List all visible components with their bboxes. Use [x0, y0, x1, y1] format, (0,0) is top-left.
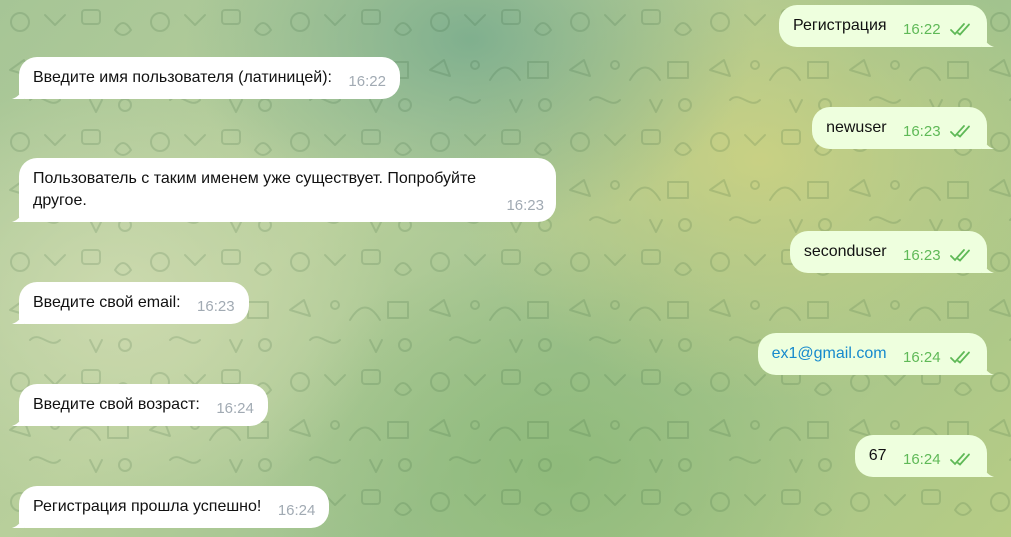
message-text: newuser	[826, 119, 887, 136]
message-incoming[interactable]	[19, 486, 329, 528]
message-text: Регистрация	[793, 17, 887, 34]
message-time: 16:24	[216, 400, 254, 417]
email-link[interactable]: ex1@gmail.com	[771, 345, 887, 362]
double-check-icon	[949, 22, 973, 36]
message-time: 16:23	[903, 123, 941, 140]
message-time: 16:23	[197, 298, 235, 315]
double-check-icon	[949, 248, 973, 262]
bubble-tail	[12, 412, 24, 426]
message-outgoing[interactable]	[779, 5, 987, 47]
message-text-line: Пользователь с таким именем уже существует. Попробуйте	[33, 170, 477, 187]
message-incoming[interactable]	[19, 282, 249, 324]
double-check-icon	[949, 452, 973, 466]
double-check-icon	[949, 124, 973, 138]
bubble-tail	[12, 514, 24, 528]
message-text: Регистрация прошла успешно!	[33, 498, 262, 515]
bubble-tail	[12, 310, 24, 324]
message-text-line: другое.	[33, 192, 87, 209]
double-check-icon	[949, 350, 973, 364]
message-text: seconduser	[803, 243, 887, 260]
message-time: 16:22	[903, 21, 941, 38]
scrollbar[interactable]	[1005, 0, 1011, 537]
bubble-tail	[982, 33, 994, 47]
message-outgoing[interactable]	[855, 435, 987, 477]
message-outgoing[interactable]	[812, 107, 987, 149]
bubble-tail	[12, 85, 24, 99]
bubble-tail	[982, 259, 994, 273]
message-time: 16:23	[506, 197, 544, 214]
message-outgoing[interactable]	[758, 333, 987, 375]
message-incoming[interactable]	[19, 158, 556, 222]
message-text: 67	[868, 447, 887, 464]
message-time: 16:24	[903, 451, 941, 468]
message-incoming[interactable]	[19, 57, 400, 99]
bubble-tail	[982, 463, 994, 477]
message-time: 16:24	[903, 349, 941, 366]
message-incoming[interactable]	[19, 384, 268, 426]
message-time: 16:22	[348, 73, 386, 90]
message-text: Введите имя пользователя (латиницей):	[33, 69, 332, 86]
message-time: 16:24	[277, 502, 316, 519]
message-time: 16:23	[903, 247, 941, 264]
bubble-tail	[982, 135, 994, 149]
bubble-tail	[12, 208, 24, 222]
message-text: Введите свой email:	[33, 294, 181, 311]
message-text: Введите свой возраст:	[33, 396, 200, 413]
message-outgoing[interactable]	[790, 231, 987, 273]
bubble-tail	[982, 361, 994, 375]
